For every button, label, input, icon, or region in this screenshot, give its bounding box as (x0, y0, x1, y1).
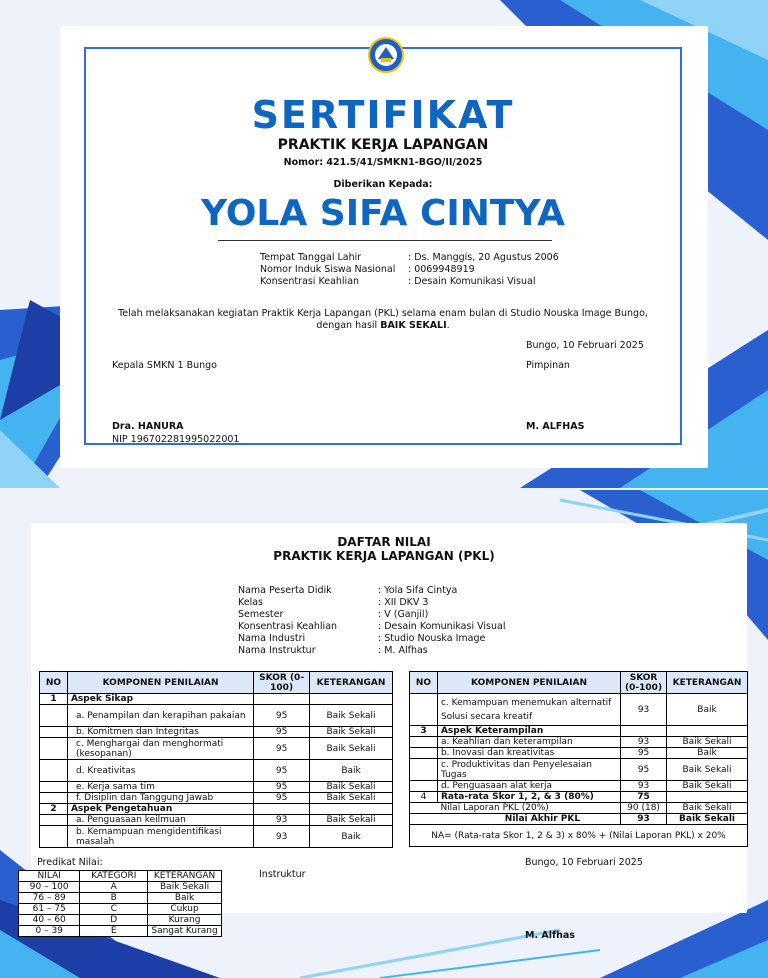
table-row: a. Penguasaan keilmuan 93 Baik Sekali (40, 815, 393, 826)
certificate-number: Nomor: 421.5/41/SMKN1-BGO/II/2025 (283, 157, 483, 168)
table-row: d. Kreativitas 95 Baik (40, 760, 393, 782)
student-info (238, 585, 505, 657)
section-row: 2 Aspek Pengetahuan (40, 804, 393, 815)
recipient-underline (218, 240, 552, 241)
info-row: Konsentrasi Keahlian : Desain Komunikasi Visual (238, 621, 506, 632)
header-no: NO (40, 672, 68, 694)
predikat-title: Predikat Nilai: (37, 857, 103, 868)
table-row: b. Kemampuan mengidentifikasi masalah 93 Baik (40, 826, 393, 848)
table-row: c. Kemampuan menemukan alternatif Solusi secara kreatif 93 Baik (410, 694, 748, 726)
header-note: KETERANGAN (667, 672, 748, 694)
certificate-title: SERTIFIKAT (251, 93, 515, 137)
table-row: 90 – 100 A Baik Sekali (19, 882, 222, 893)
header-no: NO (410, 672, 438, 694)
header-score: SKOR (0-100) (254, 672, 310, 694)
table-row: b. Komitmen dan Integritas 95 Baik Sekali (40, 727, 393, 738)
given-to-label: Diberikan Kepada: (333, 179, 433, 190)
header-score: SKOR (0-100) (621, 672, 667, 694)
grades-date: Bungo, 10 Februari 2025 (525, 857, 643, 868)
header-note: KETERANGAN (310, 672, 393, 694)
certificate-subtitle: PRAKTIK KERJA LAPANGAN (277, 137, 489, 153)
table-row: b. Inovasi dan kreativitas 95 Baik (410, 748, 748, 759)
certificate-statement: Telah melaksanakan kegiatan Praktik Kerja Lapangan (PKL) selama enam bulan di Studio Nouska Image Bungo, dengan hasil BAIK SEKALI. (118, 308, 648, 331)
right-signer-title: Pimpinan (526, 360, 570, 371)
recipient-details (260, 252, 559, 288)
info-row: Kelas : XII DKV 3 (238, 597, 429, 608)
right-signer-name: M. ALFHAS (526, 421, 585, 432)
detail-row: Tempat Tanggal Lahir : Ds. Manggis, 20 Agustus 2006 (260, 252, 559, 263)
report-row: Nilai Laporan PKL (20%) 90 (18) Baik Sekali (410, 803, 748, 814)
average-row: 4 Rata-rata Skor 1, 2, & 3 (80%) 75 (410, 792, 748, 803)
table-row: c. Menghargai dan menghormati (kesopanan) 95 Baik Sekali (40, 738, 393, 760)
grade-table-right (409, 671, 748, 847)
table-row: e. Kerja sama tim 95 Baik Sekali (40, 782, 393, 793)
predikat-table: NILAI KATEGORI KETERANGAN 90 – 100 A Baik Sekali 76 – 89 B Baik 61 – 75 C Cukup 40 – 60 D Kurang 0 – 39 E Sangat Kurang (18, 870, 222, 937)
detail-row: Nomor Induk Siswa Nasional : 0069948919 (260, 264, 475, 275)
table-row: a. Penampilan dan kerapihan pakaian 95 Baik Sekali (40, 705, 393, 727)
table-row: 61 – 75 C Cukup (19, 904, 222, 915)
instructor-label: Instruktur (259, 869, 306, 880)
final-row: Nilai Akhir PKL 93 Baik Sekali (410, 814, 748, 825)
info-row: Nama Instruktur : M. Alfhas (238, 645, 428, 656)
table-row: d. Penguasaan alat kerja 93 Baik Sekali (410, 781, 748, 792)
instructor-signer-name: M. Alfhas (525, 930, 575, 941)
left-signer-nip: NIP 196702281995022001 (112, 434, 240, 445)
section-row: 3 Aspek Keterampilan (410, 726, 748, 737)
result-grade: BAIK SEKALI (380, 320, 447, 331)
formula-row: NA= (Rata-rata Skor 1, 2 & 3) x 80% + (Nilai Laporan PKL) x 20% (410, 825, 748, 847)
school-emblem-icon (366, 37, 406, 73)
info-row: Nama Peserta Didik : Yola Sifa Cintya (238, 585, 458, 596)
table-row: 76 – 89 B Baik (19, 893, 222, 904)
detail-row: Konsentrasi Keahlian : Desain Komunikasi Visual (260, 276, 536, 287)
table-row: f. Disiplin dan Tanggung Jawab 95 Baik Sekali (40, 793, 393, 804)
info-row: Semester : V (Ganjil) (238, 609, 429, 620)
info-row: Nama Industri : Studio Nouska Image (238, 633, 486, 644)
certificate-date: Bungo, 10 Februari 2025 (526, 340, 644, 351)
header-component: KOMPONEN PENILAIAN (67, 672, 253, 694)
recipient-name: YOLA SIFA CINTYA (201, 193, 565, 234)
left-signer-name: Dra. HANURA (112, 421, 184, 432)
left-signer-title: Kepala SMKN 1 Bungo (112, 360, 217, 371)
grades-title: DAFTAR NILAI (337, 535, 431, 549)
certificate-border (84, 47, 682, 445)
grades-subtitle: PRAKTIK KERJA LAPANGAN (PKL) (273, 549, 495, 563)
table-row: 0 – 39 E Sangat Kurang (19, 926, 222, 937)
table-row: a. Keahlian dan keterampilan 93 Baik Sekali (410, 737, 748, 748)
table-row: c. Produktivitas dan Penyelesaian Tugas 95 Baik Sekali (410, 759, 748, 781)
header-component: KOMPONEN PENILAIAN (437, 672, 620, 694)
section-row: 1 Aspek Sikap (40, 694, 393, 705)
certificate-card (60, 26, 708, 468)
grade-table-left (39, 671, 393, 848)
table-row: 40 – 60 D Kurang (19, 915, 222, 926)
